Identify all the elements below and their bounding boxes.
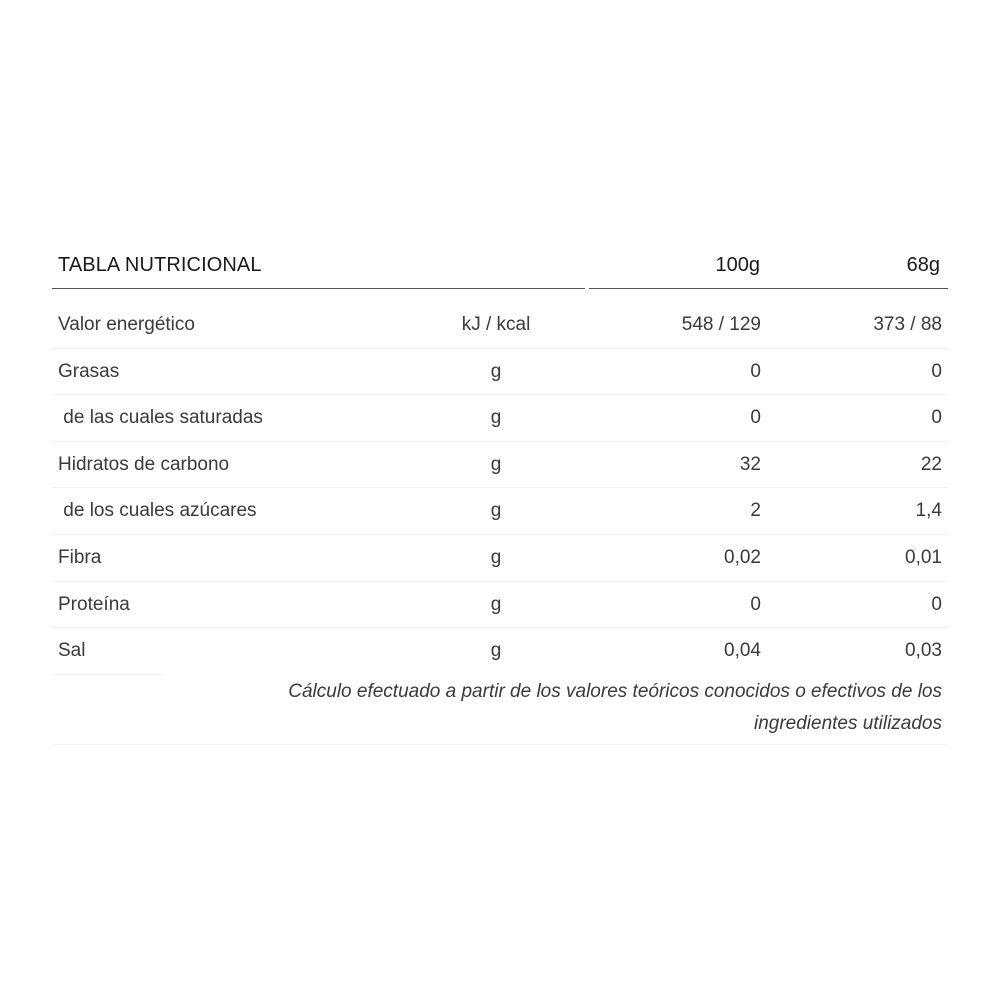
nutrient-unit: g [490, 546, 502, 568]
nutrient-name: Grasas [58, 360, 120, 382]
nutrient-name: de las cuales saturadas [58, 407, 263, 429]
table-row [52, 582, 948, 629]
nutrient-name: Sal [58, 640, 86, 662]
nutrient-unit: g [490, 360, 502, 382]
value-68g: 0,01 [905, 546, 942, 568]
column-header-68g: 68g [906, 254, 940, 276]
nutrient-name: Valor energético [58, 314, 195, 335]
table-row [52, 628, 948, 674]
nutrient-unit: kJ / kcal [461, 314, 531, 335]
nutrient-name: Proteína [58, 593, 130, 615]
value-68g: 22 [920, 453, 942, 475]
footnote [122, 676, 942, 740]
value-100g: 0,02 [724, 546, 761, 568]
nutrient-name: Hidratos de carbono [58, 453, 230, 475]
header-rule-gap [585, 288, 589, 289]
nutrient-unit: g [490, 593, 502, 615]
value-100g: 32 [739, 453, 761, 475]
table-body [52, 302, 948, 674]
table-row [52, 395, 948, 442]
value-68g: 0 [931, 360, 942, 382]
value-68g: 0 [931, 407, 942, 429]
row-divider [52, 674, 164, 675]
table-row [52, 442, 948, 489]
value-68g: 0 [931, 593, 942, 615]
table-row [52, 488, 948, 535]
nutrient-unit: g [490, 453, 502, 475]
footnote-line-1: Cálculo efectuado a partir de los valores teóricos conocidos o efectivos de los [288, 681, 942, 702]
footnote-line-2: ingredientes utilizados [753, 713, 942, 734]
table-header [52, 246, 948, 289]
nutrient-unit: g [490, 500, 502, 522]
nutrient-name: Fibra [58, 546, 102, 568]
value-68g: 373 / 88 [873, 314, 942, 335]
nutrient-unit: g [490, 640, 502, 662]
footnote-divider [52, 744, 948, 745]
table-row [52, 349, 948, 396]
value-68g: 1,4 [915, 500, 942, 522]
nutrient-name: de los cuales azúcares [58, 500, 257, 522]
value-100g: 0 [750, 593, 761, 615]
nutrition-table [52, 246, 948, 675]
table-row [52, 535, 948, 582]
value-100g: 0,04 [724, 640, 761, 662]
value-100g: 0 [750, 360, 761, 382]
table-title: TABLA NUTRICIONAL [58, 254, 262, 276]
table-row [52, 302, 948, 349]
value-100g: 0 [750, 407, 761, 429]
column-header-100g: 100g [715, 254, 760, 276]
value-100g: 548 / 129 [681, 314, 761, 335]
value-100g: 2 [750, 500, 761, 522]
nutrient-unit: g [490, 407, 502, 429]
value-68g: 0,03 [905, 640, 942, 662]
